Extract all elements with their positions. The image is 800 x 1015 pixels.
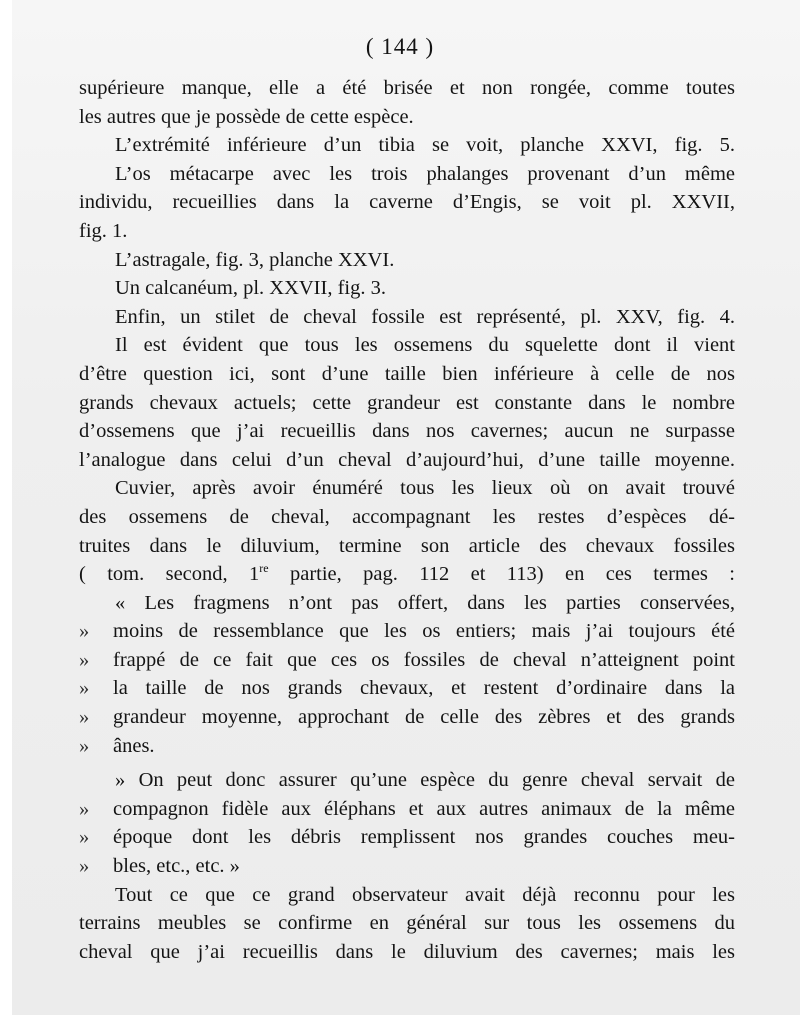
text-line: truites dans le diluvium, termine son article des chevaux fossiles: [79, 534, 735, 557]
text-line: terrains meubles se confirme en général sur tous les ossemens du: [79, 912, 735, 935]
quote-line: [79, 703, 735, 732]
text-line: d’ossemens que j’ai recueillis dans nos cavernes; aucun ne surpasse: [79, 420, 735, 443]
quote-text: frappé de ce fait que ces os fossiles de cheval n’atteignent point: [113, 648, 735, 671]
quote-mark: »: [79, 620, 90, 643]
citation-superscript: re: [259, 561, 269, 576]
quote-line: [79, 732, 735, 761]
scan-margin: [0, 0, 12, 1015]
quote-line: [79, 646, 735, 675]
quote-text: époque dont les débris remplissent nos grandes couches meu-: [113, 826, 735, 849]
quote-mark: »: [79, 706, 90, 729]
quote-text: compagnon fidèle aux éléphans et aux autres animaux de la même: [113, 797, 735, 820]
quote-line: [79, 617, 735, 646]
quote-mark: »: [79, 826, 90, 849]
text-line: L’astragale, fig. 3, planche XXVI.: [115, 248, 395, 271]
quote-mark: »: [79, 855, 90, 878]
text-line: L’extrémité inférieure d’un tibia se voit, planche XXVI, fig. 5.: [115, 134, 735, 157]
text-line: grands chevaux actuels; cette grandeur est constante dans le nombre: [79, 391, 735, 414]
citation-after: partie, pag. 112 et 113) en ces termes :: [268, 563, 735, 586]
quote-text: bles, etc., etc. »: [113, 855, 240, 878]
quote-line: » On peut donc assurer qu’une espèce du genre cheval servait de: [115, 769, 735, 792]
text-line: l’analogue dans celui d’un cheval d’aujourd’hui, d’une taille moyenne.: [79, 448, 735, 471]
text-line: Cuvier, après avoir énuméré tous les lieux où on avait trouvé: [115, 477, 735, 500]
text-line: L’os métacarpe avec les trois phalanges provenant d’un même: [115, 162, 735, 185]
citation-before: ( tom. second, 1: [79, 563, 260, 586]
quote-text: grandeur moyenne, approchant de celle des zèbres et des grands: [113, 706, 735, 729]
text-line: Un calcanéum, pl. XXVII, fig. 3.: [115, 277, 386, 300]
text-line: cheval que j’ai recueillis dans le diluvium des cavernes; mais les: [79, 940, 735, 963]
quote-text: ânes.: [113, 734, 155, 757]
text-line: des ossemens de cheval, accompagnant les restes d’espèces dé-: [79, 505, 735, 528]
text-line: d’être question ici, sont d’une taille bien inférieure à celle de nos: [79, 362, 735, 385]
quote-line: [79, 823, 735, 852]
text-line: Tout ce que ce grand observateur avait déjà reconnu pour les: [115, 883, 735, 906]
quote-mark: »: [79, 677, 90, 700]
text-line: Il est évident que tous les ossemens du squelette dont il vient: [115, 334, 735, 357]
quote-text: la taille de nos grands chevaux, et restent d’ordinaire dans la: [113, 677, 735, 700]
quote-mark: »: [79, 734, 90, 757]
quote-text: moins de ressemblance que les os entiers; mais j’ai toujours été: [113, 620, 735, 643]
quote-line: « Les fragmens n’ont pas offert, dans les parties conservées,: [115, 591, 735, 614]
text-line: Enfin, un stilet de cheval fossile est représenté, pl. XXV, fig. 4.: [115, 305, 735, 328]
body-text: [79, 74, 735, 966]
quote-mark: »: [79, 648, 90, 671]
page-number: ( 144 ): [365, 34, 435, 59]
quote-mark: »: [79, 797, 90, 820]
text-line: individu, recueillies dans la caverne d’Engis, se voit pl. XXVII,: [79, 191, 735, 214]
text-line: supérieure manque, elle a été brisée et non rongée, comme toutes: [79, 77, 735, 99]
text-line: les autres que je possède de cette espèce.: [79, 105, 414, 128]
text-line: fig. 1.: [79, 219, 128, 242]
citation-line: [79, 560, 735, 589]
quote-line: [79, 795, 735, 824]
quote-line: [79, 852, 735, 881]
quote-line: [79, 674, 735, 703]
